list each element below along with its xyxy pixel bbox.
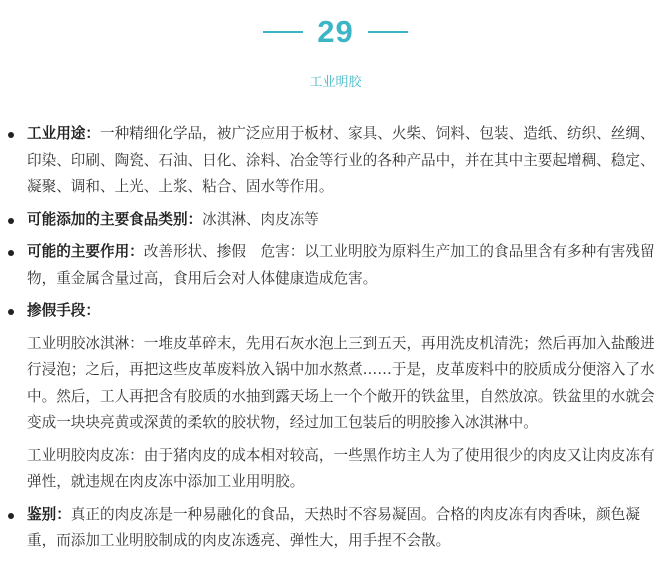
list-item-industrial-use bbox=[0, 121, 671, 201]
right-decorative-rule bbox=[368, 31, 408, 33]
list-item-main-effect bbox=[0, 239, 671, 292]
item-label: 鉴别： bbox=[27, 505, 71, 523]
list-item-adulteration-methods bbox=[0, 298, 671, 325]
item-label: 可能添加的主要食品类别： bbox=[27, 210, 203, 228]
article-body bbox=[0, 121, 671, 561]
item-label: 工业用途： bbox=[27, 125, 100, 142]
item-text: 改善形状、掺假 危害：以工业明胶为原料生产加工的食品里含有多种有害残留物，重金属含量过高，食用后会对人体健康造成危害。 bbox=[27, 243, 655, 287]
item-text: 真正的肉皮冻是一种易融化的食品，天热时不容易凝固。合格的肉皮冻有肉香味，颜色凝重，而添加工业明胶制成的肉皮冻透亮、弹性大，用手捏不会散。 bbox=[27, 505, 640, 549]
paragraph-pork-jelly: 工业明胶肉皮冻：由于猪肉皮的成本相对较高，一些黑作坊主人为了使用很少的肉皮又让肉皮冻有弹性，就违规在肉皮冻中添加工业用明胶。 bbox=[27, 446, 655, 490]
paragraph-ice-cream: 工业明胶冰淇淋：一堆皮革碎末，先用石灰水泡上三到五天，再用洗皮机清洗；然后再加入盐酸进行浸泡；之后，再把这些皮革废料放入锅中加水熬煮……于是，皮革废料中的胶质成分便溶入了水中。然后，工人再把含有胶质的水抽到露天场上一个个敞开的铁盆里，自然放凉。铁盆里的水就会变成一块块亮黄或深黄的柔软的胶状物，经过加工包装后的明胶掺入冰淇淋中。 bbox=[27, 334, 655, 431]
bullet-dot bbox=[8, 250, 14, 256]
bullet-dot bbox=[8, 218, 14, 224]
list-item-identification bbox=[0, 502, 671, 555]
section-subtitle: 工业明胶 bbox=[309, 75, 362, 90]
item-text: 一种精细化学品，被广泛应用于板材、家具、火柴、饲料、包装、造纸、纺织、丝绸、印染、印刷、陶瓷、石油、日化、涂料、冶金等行业的各种产品中，并在其中主要起增稠、稳定、凝聚、调和、上光、上浆、粘合、固水等作用。 bbox=[27, 125, 655, 195]
bullet-dot bbox=[8, 513, 14, 519]
item-text: 冰淇淋、肉皮冻等 bbox=[202, 210, 319, 228]
item-label: 掺假手段： bbox=[27, 302, 100, 319]
bullet-dot bbox=[8, 132, 14, 138]
section-header bbox=[0, 14, 671, 50]
bullet-dot bbox=[8, 309, 14, 315]
item-label: 可能的主要作用： bbox=[27, 243, 144, 260]
section-number: 29 bbox=[317, 14, 354, 49]
list-item-food-categories bbox=[0, 207, 671, 234]
left-decorative-rule bbox=[263, 31, 303, 33]
